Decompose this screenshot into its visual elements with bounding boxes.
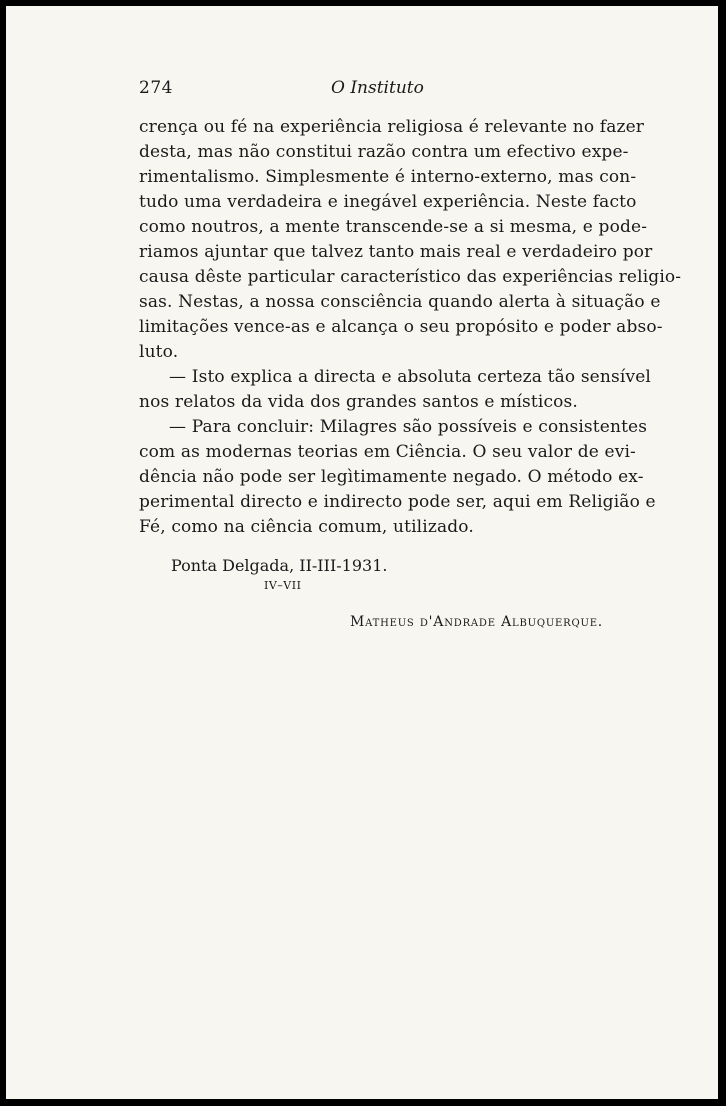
text-line: perimental directo e indirecto pode ser, aqui em Religião e — [139, 492, 656, 512]
text-line: causa dêste particular característico das experiências religio- — [139, 267, 682, 287]
book-page — [6, 6, 718, 1099]
text-line: sas. Nestas, a nossa consciência quando alerta à situação e — [139, 292, 661, 312]
text-line: como noutros, a mente transcende-se a si mesma, e pode- — [139, 217, 648, 237]
text-line: — Para concluir: Milagres são possíveis e consistentes — [169, 417, 648, 437]
text-line: limitações vence-as e alcança o seu propósito e poder abso- — [139, 317, 663, 337]
text-line: Fé, como na ciência comum, utilizado. — [139, 517, 474, 537]
paragraph-1 — [139, 115, 682, 365]
text-line: com as modernas teorias em Ciência. O seu valor de evi- — [139, 442, 636, 462]
text-line: nos relatos da vida dos grandes santos e místicos. — [139, 392, 578, 412]
place-date: Ponta Delgada, II-III-1931. — [171, 556, 388, 575]
text-line: tudo uma verdadeira e inegável experiência. Neste facto — [139, 192, 637, 212]
body-text — [139, 115, 682, 540]
text-line: crença ou fé na experiência religiosa é relevante no fazer — [139, 117, 645, 137]
text-line: dência não pode ser legìtimamente negado. O método ex- — [139, 467, 644, 487]
text-line: riamos ajuntar que talvez tanto mais real e verdadeiro por — [139, 242, 653, 262]
page-number: 274 — [139, 78, 173, 98]
page-header — [139, 78, 619, 102]
text-line: rimentalismo. Simplesmente é interno-externo, mas con- — [139, 167, 637, 187]
roman-reference: IV–VII — [264, 579, 302, 592]
running-title: O Instituto — [331, 78, 424, 98]
author-signature: Matheus d'Andrade Albuquerque. — [350, 614, 604, 630]
text-line: desta, mas não constitui razão contra um efectivo expe- — [139, 142, 629, 162]
text-line: — Isto explica a directa e absoluta certeza tão sensível — [169, 367, 652, 387]
paragraph-3 — [139, 415, 656, 540]
text-line: luto. — [139, 342, 179, 362]
paragraph-2 — [139, 365, 652, 415]
